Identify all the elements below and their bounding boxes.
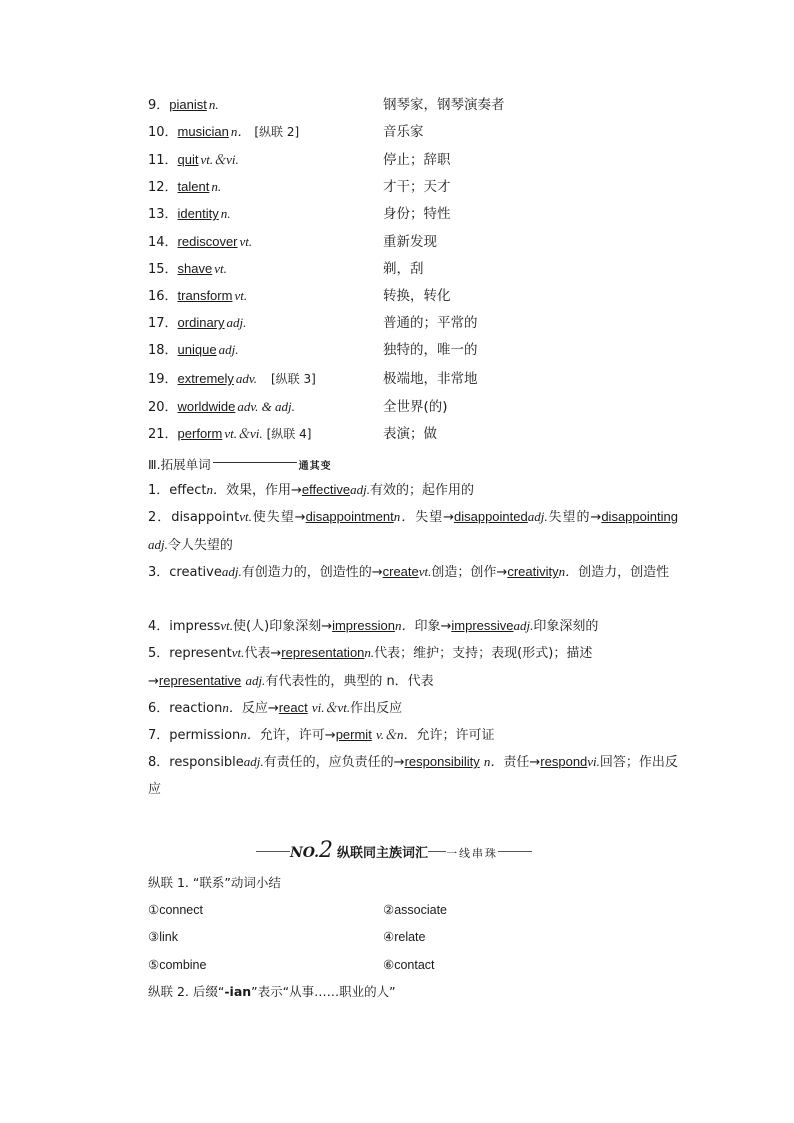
item-number: 10． <box>148 125 178 140</box>
ext-item: 8．responsibleadj.有责任的，应负责任的→responsibility n．责任→respondvi.回答；作出反应 <box>148 754 678 797</box>
vocab-row <box>148 122 708 142</box>
banner-title: 纵联同主族词汇 <box>337 846 429 861</box>
ext-item: 2．disappointvt.使失望→disappointmentn．失望→disappointedadj.失望的→disappointing adj.令人失望的 <box>148 509 678 553</box>
ext-item: 5．representvt.代表→representationn.代表；维护；支持；表现(形式)；描述→representative adj.有代表性的，典型的 n．代表 <box>148 645 593 689</box>
ext-item: 1．effectn．效果，作用→effectiveadj.有效的；起作用的 <box>148 482 474 498</box>
item-number: 12． <box>148 180 178 195</box>
link-heading: 纵联 1. “联系”动词小结 <box>148 875 281 890</box>
item-number: 15． <box>148 262 178 277</box>
vocab-meaning: 才干；天才 <box>383 179 451 195</box>
vocab-meaning: 身份；特性 <box>383 206 451 222</box>
link-heading: 纵联 2. 后缀“-ian”表示“从事……职业的人” <box>148 984 396 999</box>
answer-word: create <box>382 564 419 579</box>
vocab-meaning: 钢琴家，钢琴演奏者 <box>383 97 505 113</box>
section-title <box>148 455 332 475</box>
suffix: -ian <box>224 984 252 999</box>
part-of-speech: vt. <box>214 261 227 276</box>
vocab-word: transform <box>177 288 233 303</box>
part-of-speech: n. <box>208 97 219 112</box>
option-item: ②associate <box>383 903 448 917</box>
ext-item: 6．reactionn．反应→react vi.＆vt.作出反应 <box>148 700 403 716</box>
part-of-speech: vt.＆vi. <box>224 426 263 441</box>
part-of-speech: n. <box>211 179 222 194</box>
answer-word: disappointing <box>601 509 678 524</box>
part-of-speech: n. <box>220 206 231 221</box>
vocab-row <box>148 150 708 170</box>
banner-rule <box>256 851 290 852</box>
vocab-meaning: 表演；做 <box>383 426 437 442</box>
banner-subtitle: 一线串珠 <box>446 847 499 860</box>
vocab-word: perform <box>177 426 223 441</box>
item-number: 16． <box>148 289 178 304</box>
vocab-row <box>148 259 708 279</box>
option-item: ⑤combine <box>148 958 207 972</box>
part-of-speech: vt. <box>239 234 253 249</box>
part-of-speech: vt.＆vi. <box>200 152 239 167</box>
answer-word: permit <box>335 727 372 742</box>
part-of-speech: adj. <box>226 315 247 330</box>
answer-word: disappointed <box>453 509 528 524</box>
item-number: 9． <box>148 98 170 113</box>
section-note: 通其变 <box>298 461 332 472</box>
option-item: ③link <box>148 930 178 944</box>
vocab-meaning: 转换，转化 <box>383 288 451 304</box>
item-number: 13． <box>148 207 178 222</box>
answer-word: effective <box>301 482 351 497</box>
item-number: 19． <box>148 372 178 387</box>
item-number: 11． <box>148 153 178 168</box>
vocab-word: musician <box>177 124 229 139</box>
item-number: 18． <box>148 343 178 358</box>
link-tag: [纵联 3] <box>270 372 316 386</box>
vocab-row <box>148 397 708 417</box>
vocab-word: ordinary <box>177 315 225 330</box>
vocab-meaning: 独特的，唯一的 <box>383 342 478 358</box>
vocab-word: unique <box>177 342 217 357</box>
banner-no: NO. <box>290 845 320 861</box>
answer-word: representative <box>158 673 242 688</box>
vocab-meaning: 极端地，非常地 <box>383 371 478 387</box>
item-number: 20． <box>148 400 178 415</box>
vocab-word: extremely <box>177 371 234 386</box>
banner-rule <box>498 851 532 852</box>
answer-word: impressive <box>451 618 514 633</box>
vocab-meaning: 音乐家 <box>383 124 424 140</box>
vocab-meaning: 重新发现 <box>383 234 437 250</box>
title-rule <box>213 462 297 463</box>
part-of-speech: vt. <box>234 288 248 303</box>
vocab-word: worldwide <box>177 399 236 414</box>
vocab-meaning: 普通的；平常的 <box>383 315 478 331</box>
vocab-word: talent <box>177 179 210 194</box>
part-of-speech: adj. <box>218 342 239 357</box>
answer-word: responsibility <box>404 754 480 769</box>
answer-word: creativity <box>507 564 559 579</box>
vocab-row <box>148 177 708 197</box>
answer-word: respond <box>540 754 588 769</box>
vocab-meaning: 全世界(的) <box>383 399 448 415</box>
answer-word: representation <box>281 645 365 660</box>
option-item: ⑥contact <box>383 958 435 972</box>
vocab-word: shave <box>177 261 213 276</box>
section-heading: Ⅲ.拓展单词 <box>148 457 211 472</box>
answer-word: disappointment <box>305 509 394 524</box>
vocab-row <box>148 340 708 360</box>
banner-rule <box>428 851 446 852</box>
ext-item: 3．creativeadj.有创造力的，创造性的→createvt.创造；创作→creativityn．创造力，创造性 <box>148 564 670 580</box>
vocab-row <box>148 286 708 306</box>
item-number: 17． <box>148 316 178 331</box>
vocab-word: quit <box>177 152 199 167</box>
link-tag: [纵联 4] <box>266 427 312 441</box>
vocab-meaning: 剃，刮 <box>383 261 424 277</box>
part-of-speech: adv. & adj. <box>237 399 295 414</box>
vocab-row <box>148 424 708 444</box>
ext-item: 4．impressvt.使(人)印象深刻→impressionn．印象→impressiveadj.印象深刻的 <box>148 618 599 634</box>
vocab-word: identity <box>177 206 219 221</box>
vocab-row <box>148 232 708 252</box>
link-tag: [纵联 2] <box>254 125 300 139</box>
vocab-word: pianist <box>169 97 207 112</box>
vocab-row <box>148 369 708 389</box>
vocab-word: rediscover <box>177 234 238 249</box>
banner-number: 2 <box>319 838 334 863</box>
vocab-row <box>148 204 708 224</box>
part-of-speech: adv. <box>235 371 257 386</box>
vocab-row <box>148 95 708 115</box>
answer-word: react <box>278 700 308 715</box>
part-of-speech: n． <box>230 124 251 139</box>
option-item: ④relate <box>383 930 426 944</box>
vocab-row <box>148 313 708 333</box>
section-banner <box>256 838 568 864</box>
answer-word: impression <box>332 618 395 633</box>
item-number: 21． <box>148 427 178 442</box>
vocab-meaning: 停止；辞职 <box>383 152 451 168</box>
ext-item: 7．permissionn．允许，许可→permit v.＆n．允许；许可证 <box>148 727 495 743</box>
item-number: 14． <box>148 235 178 250</box>
option-item: ①connect <box>148 903 203 917</box>
